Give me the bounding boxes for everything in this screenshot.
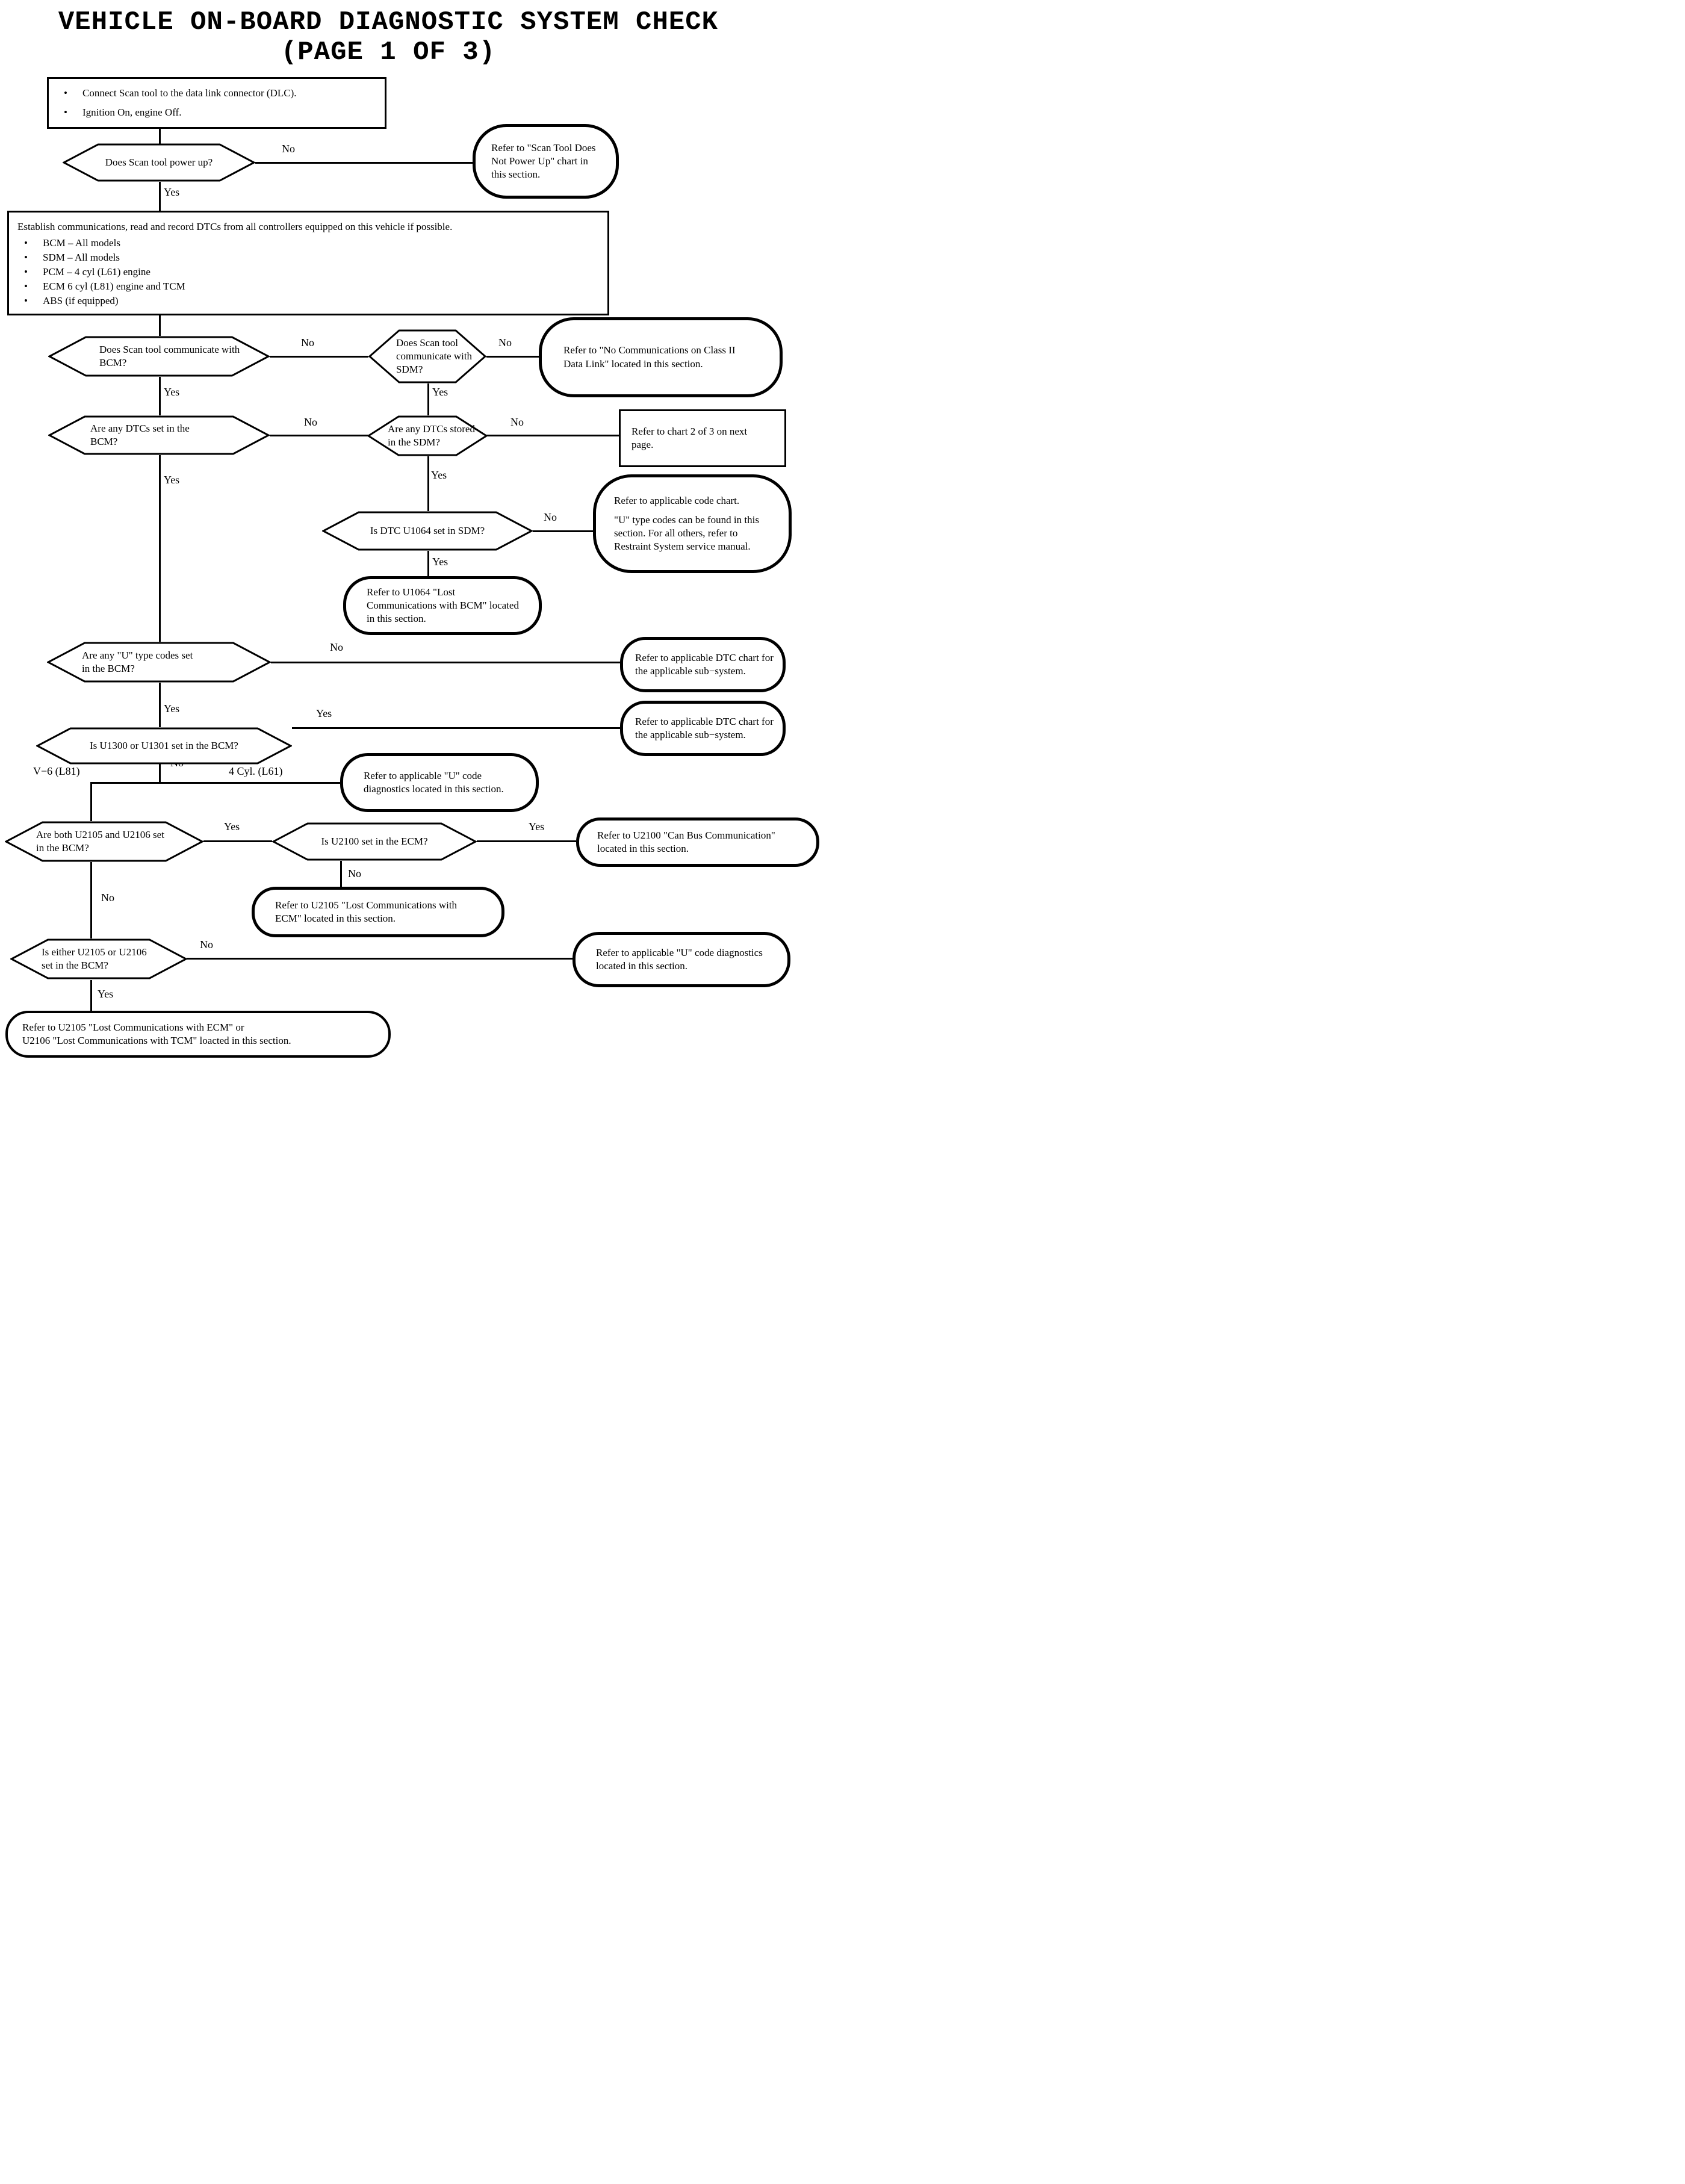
edge-commsdm-no [486, 356, 539, 358]
terminal-ucode-diagnostics-right-text: Refer to applicable "U" code diagnostics located in this section. [596, 946, 763, 972]
edge-commbcm-yes [159, 377, 161, 415]
page-title-line1: VEHICLE ON-BOARD DIAGNOSTIC SYSTEM CHECK [58, 7, 719, 37]
edge-dtcsdm-no [486, 435, 619, 436]
label-branch-4cyl: 4 Cyl. (L61) [229, 765, 283, 777]
decision-scan-tool-power-up-text: Does Scan tool power up? [105, 156, 213, 168]
start-instructions-box [47, 77, 386, 129]
decision-u1064-sdm [322, 511, 533, 551]
edge-commsdm-yes [427, 383, 429, 415]
decision-both-u2105-u2106-text: Are both U2105 and U2106 set in the BCM? [36, 828, 164, 854]
terminal-ucode-diagnostics-4cyl-text: Refer to applicable "U" code diagnostics located in this section. [364, 769, 504, 795]
decision-either-u2105-u2106 [10, 938, 187, 979]
establish-bullet-3 [9, 265, 607, 279]
label-no-power: No [282, 143, 295, 155]
label-no-commbcm: No [301, 337, 314, 349]
edge-dtcsdm-yes [427, 456, 429, 511]
terminal-u2105-u2106-lost-comm [5, 1011, 391, 1058]
diagnostic-flowchart-page [0, 0, 843, 1092]
edge-both2105-yes [203, 840, 272, 842]
edge-dtcbcm-yes [159, 455, 161, 642]
terminal-ucode-diagnostics-4cyl [340, 753, 539, 812]
terminal-dtc-chart-subsystem-1 [620, 637, 786, 692]
terminal-applicable-code-chart-line2: "U" type codes can be found in this section. For all others, refer to Restraint System service manual. [614, 513, 759, 553]
terminal-applicable-code-chart [593, 474, 792, 573]
decision-communicate-sdm-text: Does Scan tool communicate with SDM? [396, 337, 473, 376]
terminal-ucode-diagnostics-right [573, 932, 790, 987]
edge-utype-no [271, 662, 620, 663]
terminal-scan-tool-not-power-up [473, 124, 619, 199]
terminal-u2105-lost-comm-ecm-text: Refer to U2105 "Lost Communications with ECM" located in this section. [275, 899, 458, 924]
establish-bullet-1-text: BCM – All models [43, 237, 120, 249]
edge-either2105-yes [90, 980, 92, 1011]
decision-dtcs-bcm [48, 415, 270, 455]
edge-u2100-no [340, 861, 342, 887]
terminal-scan-tool-not-power-up-text: Refer to "Scan Tool Does Not Power Up" chart in this section. [491, 141, 596, 181]
bullet-icon: • [24, 251, 28, 263]
decision-u2100-ecm [272, 822, 477, 861]
terminal-u2100-can-bus-text: Refer to U2100 "Can Bus Communication" located in this section. [597, 829, 775, 854]
terminal-dtc-chart-subsystem-2 [620, 701, 786, 756]
edge-u1064-yes [427, 551, 429, 576]
label-branch-v6: V−6 (L81) [33, 765, 80, 777]
establish-bullet-2 [9, 251, 607, 264]
decision-u2100-ecm-text: Is U2100 set in the ECM? [321, 835, 428, 847]
label-yes-power: Yes [164, 186, 180, 198]
decision-both-u2105-u2106 [5, 821, 203, 862]
decision-dtcs-sdm-text: Are any DTCs stored in the SDM? [388, 423, 475, 448]
edge-u2100-yes [477, 840, 576, 842]
bullet-icon: • [64, 107, 67, 118]
edge-u1300-yes [292, 727, 620, 729]
establish-bullet-4 [9, 280, 607, 293]
label-no-dtcbcm: No [304, 416, 317, 428]
decision-dtcs-bcm-text: Are any DTCs set in the BCM? [90, 422, 190, 447]
establish-communications-heading: Establish communications, read and record DTCs from all controllers equipped on this vehicle if possible. [17, 220, 453, 232]
label-yes-commbcm: Yes [164, 386, 180, 398]
edge-power-no [255, 162, 473, 164]
edge-engine-split [90, 782, 340, 784]
decision-u1300-u1301-bcm-text: Is U1300 or U1301 set in the BCM? [90, 739, 238, 751]
decision-u1064-sdm-text: Is DTC U1064 set in SDM? [370, 524, 485, 536]
start-bullet-1-text: Connect Scan tool to the data link connector (DLC). [82, 87, 297, 99]
start-bullet-2-text: Ignition On, engine Off. [82, 107, 182, 118]
bullet-icon: • [24, 265, 28, 278]
establish-bullet-1 [9, 237, 607, 250]
label-yes-either2105: Yes [98, 988, 114, 1000]
edge-dtcbcm-no [270, 435, 370, 436]
label-yes-utype: Yes [164, 703, 180, 715]
label-no-u1064: No [544, 511, 557, 523]
terminal-u1064-lost-comm-bcm-text: Refer to U1064 "Lost Communications with BCM" located in this section. [367, 586, 519, 625]
reference-chart-2-of-3 [619, 409, 786, 467]
label-yes-dtcbcm: Yes [164, 474, 180, 486]
label-yes-both2105: Yes [224, 821, 240, 833]
establish-communications-box [7, 211, 609, 315]
reference-chart-2-of-3-text: Refer to chart 2 of 3 on next page. [631, 425, 748, 450]
edge-power-yes [159, 182, 161, 211]
terminal-dtc-chart-subsystem-2-text: Refer to applicable DTC chart for the applicable sub−system. [635, 715, 774, 740]
decision-dtcs-sdm [367, 415, 488, 456]
establish-bullet-5-text: ABS (if equipped) [43, 295, 119, 307]
label-yes-u1300: Yes [316, 707, 332, 719]
edge-both2105-no [90, 862, 92, 938]
bullet-icon: • [24, 237, 28, 249]
terminal-dtc-chart-subsystem-1-text: Refer to applicable DTC chart for the applicable sub−system. [635, 651, 774, 677]
start-bullet-2 [49, 106, 385, 119]
decision-communicate-bcm [48, 336, 270, 377]
establish-bullet-4-text: ECM 6 cyl (L81) engine and TCM [43, 281, 185, 293]
establish-bullet-5 [9, 294, 607, 308]
page-title-line2: (PAGE 1 OF 3) [281, 37, 496, 68]
terminal-no-communications-classII [539, 317, 783, 397]
page-title [0, 8, 777, 66]
bullet-icon: • [64, 87, 67, 99]
terminal-no-communications-classII-text: Refer to "No Communications on Class II Data Link" located in this section. [563, 344, 736, 370]
edge-v6-branch [90, 782, 92, 821]
decision-scan-tool-power-up [63, 143, 255, 182]
edge-commbcm-no [270, 356, 368, 358]
edge-start-to-power [159, 129, 161, 144]
decision-utype-codes-bcm [47, 642, 271, 683]
decision-u1300-u1301-bcm [36, 727, 292, 765]
label-no-both2105: No [101, 892, 114, 904]
terminal-u2105-u2106-lost-comm-line1: Refer to U2105 "Lost Communications with ECM" or [22, 1021, 244, 1033]
edge-utype-yes [159, 683, 161, 727]
label-no-utype: No [330, 641, 343, 653]
bullet-icon: • [24, 281, 28, 293]
label-no-u2100: No [348, 867, 361, 879]
establish-bullet-2-text: SDM – All models [43, 251, 120, 263]
decision-communicate-sdm [368, 329, 486, 383]
bullet-icon: • [24, 295, 28, 307]
terminal-u2100-can-bus [576, 817, 819, 867]
establish-bullet-3-text: PCM – 4 cyl (L61) engine [43, 265, 151, 278]
edge-establish-down [159, 315, 161, 336]
start-bullet-1 [49, 87, 385, 100]
label-yes-u1064: Yes [432, 556, 448, 568]
label-no-commsdm: No [498, 337, 512, 349]
terminal-u2105-u2106-lost-comm-line2: U2106 "Lost Communications with TCM" loacted in this section. [22, 1035, 291, 1046]
decision-communicate-bcm-text: Does Scan tool communicate with BCM? [99, 343, 240, 368]
edge-either2105-no [187, 958, 573, 960]
label-yes-commsdm: Yes [432, 386, 448, 398]
label-yes-dtcsdm: Yes [431, 469, 447, 481]
label-no-either2105: No [200, 938, 213, 951]
terminal-u2105-lost-comm-ecm [252, 887, 504, 937]
terminal-u1064-lost-comm-bcm [343, 576, 542, 635]
label-yes-u2100: Yes [529, 821, 545, 833]
decision-either-u2105-u2106-text: Is either U2105 or U2106 set in the BCM? [42, 946, 147, 971]
terminal-applicable-code-chart-line1: Refer to applicable code chart. [614, 494, 740, 506]
label-no-dtcsdm: No [510, 416, 524, 428]
edge-u1064-no [533, 530, 593, 532]
decision-utype-codes-bcm-text: Are any "U" type codes set in the BCM? [82, 649, 193, 674]
